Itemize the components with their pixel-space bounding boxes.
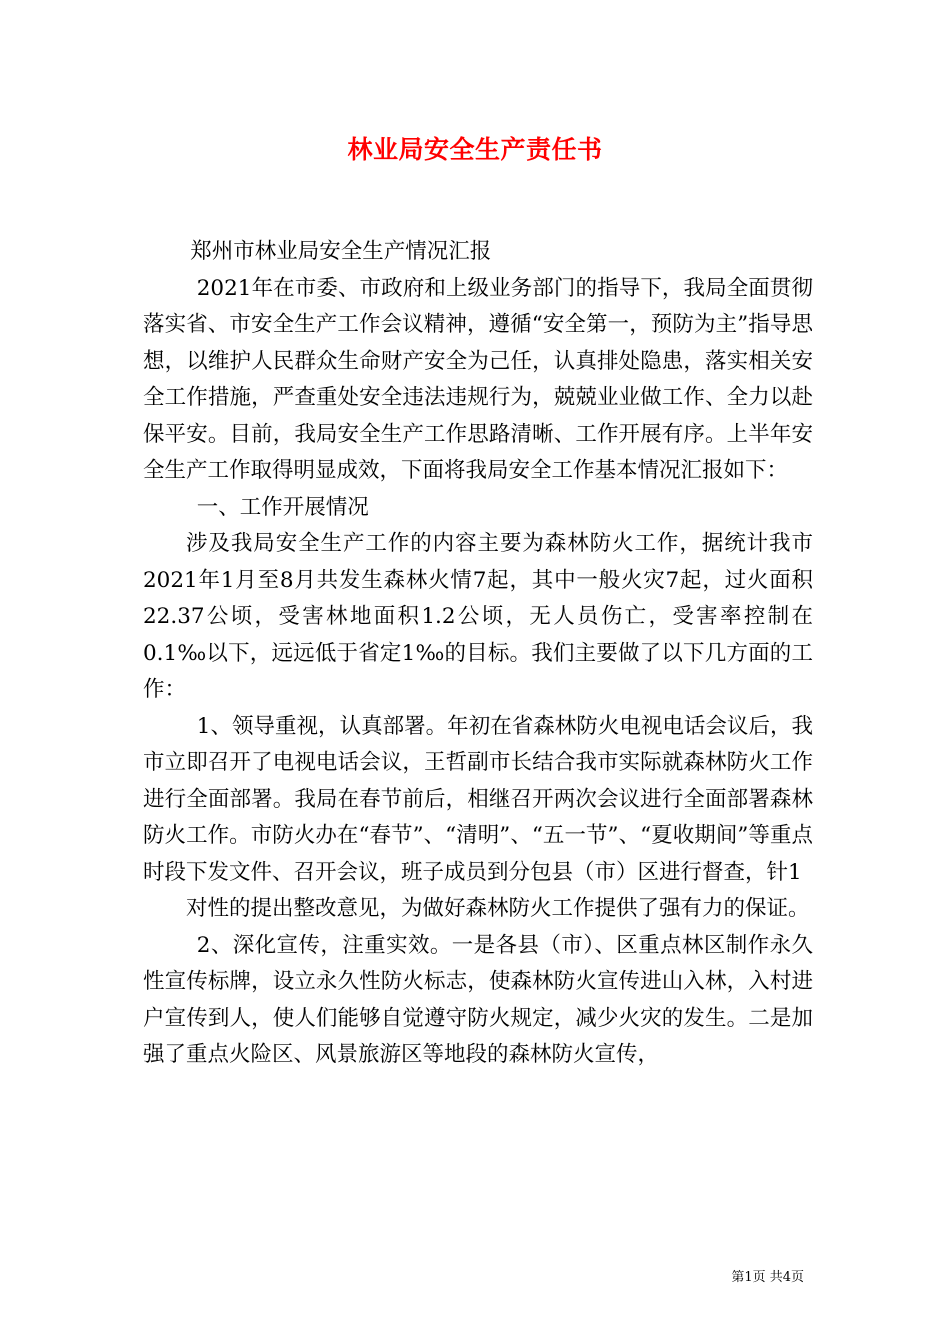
paragraph-intro: 2021年在市委、市政府和上级业务部门的指导下，我局全面贯彻落实省、市安全生产工作会议精神，遵循“安全第一，预防为主”指导思想，以维护人民群众生命财产安全为己任，认真排处隐患，落实相关安全工作措施，严查重处安全违法违规行为，兢兢业业做工作、全力以赴保平安。目前，我局安全生产工作思路清晰、工作开展有序。上半年安全生产工作取得明显成效，下面将我局安全工作基本情况汇报如下： (143, 275, 813, 483)
page-number: 第1页 共4页 (731, 1270, 804, 1285)
paragraph-leadership: 1、领导重视，认真部署。年初在省森林防火电视电话会议后，我市立即召开了电视电话会议，王哲副市长结合我市实际就森林防火工作进行全面部署。我局在春节前后，相继召开两次会议进行全面部署森林防火工作。市防火办在“春节”、“清明”、“五一节”、“夏收期间”等重点时段下发文件、召开会议，班子成员到分包县（市）区进行督查，针1 (143, 713, 813, 885)
document-body (143, 234, 813, 1074)
section-heading-work: 一、工作开展情况 (196, 494, 369, 520)
paragraph-continuation: 对性的提出整改意见，为做好森林防火工作提供了强有力的保证。 (186, 896, 810, 921)
paragraph-fire-statistics: 涉及我局安全生产工作的内容主要为森林防火工作，据统计我市2021年1月至8月共发生森林火情7起，其中一般火灾7起，过火面积22.37公顷，受害林地面积1.2公顷，无人员伤亡，受害率控制在0.1‰以下，远远低于省定1‰的目标。我们主要做了以下几方面的工作： (143, 531, 813, 702)
document-title: 林业局安全生产责任书 (347, 135, 603, 164)
paragraph-publicity: 2、深化宣传，注重实效。一是各县（市）、区重点林区制作永久性宣传标牌，设立永久性防火标志，使森林防火宣传进山入林，入村进户宣传到人，使人们能够自觉遵守防火规定，减少火灾的发生。二是加强了重点火险区、风景旅游区等地段的森林防火宣传， (143, 932, 813, 1067)
report-heading: 郑州市林业局安全生产情况汇报 (190, 239, 492, 264)
